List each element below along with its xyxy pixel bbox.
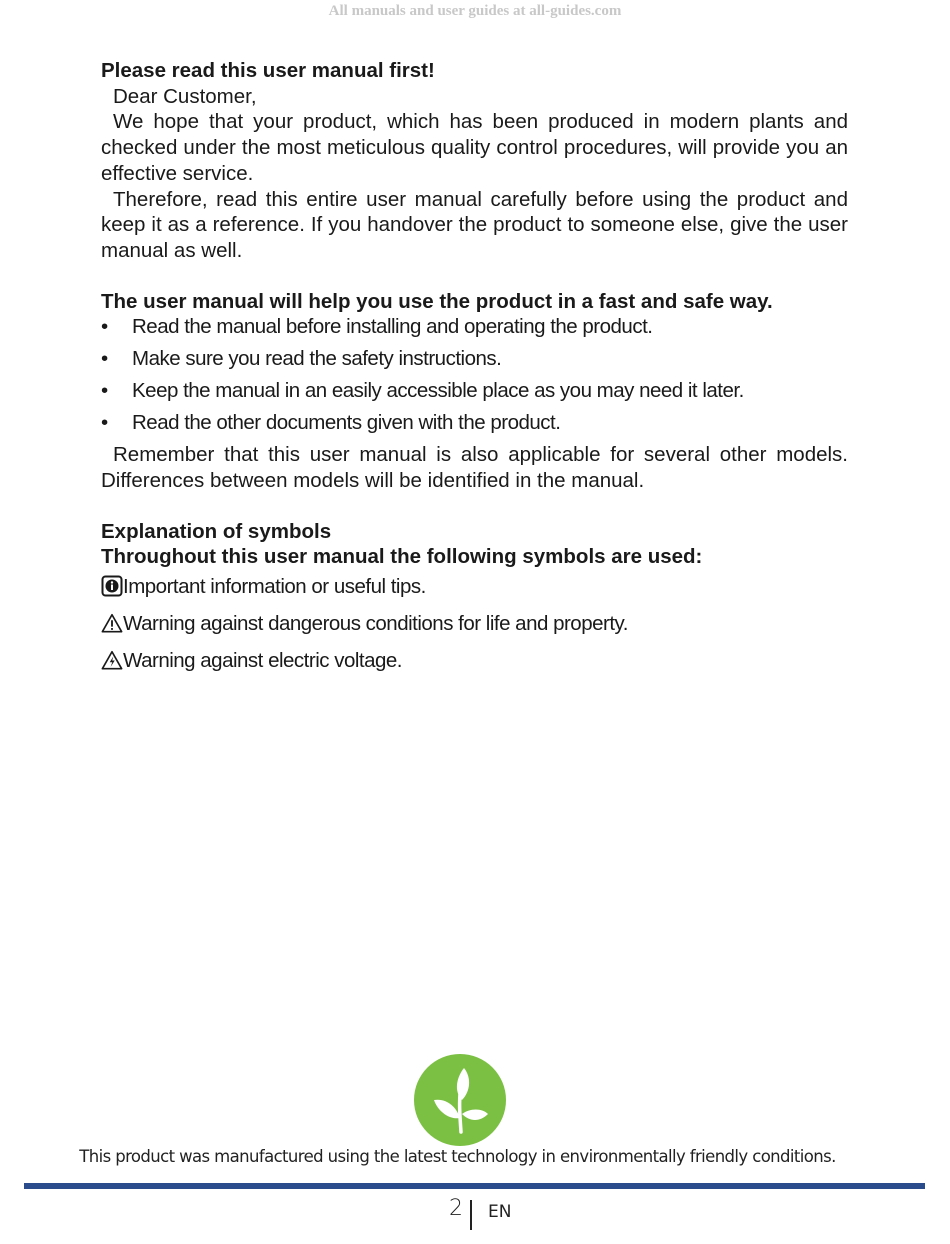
- watermark: All manuals and user guides at all-guides.com: [328, 3, 622, 19]
- symbol-row-electric: [101, 648, 848, 674]
- symbols-subheading: Throughout this user manual the following symbols are used:: [101, 545, 703, 569]
- bullet-icon: •: [101, 347, 108, 371]
- info-icon: [101, 575, 123, 597]
- help-bullet-list: [101, 314, 848, 436]
- help-heading: The user manual will help you use the product in a fast and safe way.: [101, 289, 773, 313]
- leaf-logo-icon: [414, 1054, 506, 1146]
- list-item: • Read the other documents given with the product.: [101, 411, 561, 435]
- page-separator: [470, 1200, 472, 1230]
- symbol-text-warning: Warning against dangerous conditions for life and property.: [123, 611, 628, 635]
- bullet-icon: •: [101, 411, 108, 435]
- symbol-text-electric: Warning against electric voltage.: [123, 648, 402, 672]
- remember-paragraph: Remember that this user manual is also applicable for several other models. Differences between models will be identified in the manual.: [101, 443, 848, 493]
- greeting: Dear Customer,: [113, 84, 257, 108]
- intro-heading: Please read this user manual first!: [101, 59, 435, 82]
- footer-rule: [24, 1183, 925, 1189]
- intro-paragraph-1: We hope that your product, which has been produced in modern plants and checked under the most meticulous quality control procedures, will provide you an effective service.: [101, 110, 848, 185]
- intro-paragraph-2: Therefore, read this entire user manual carefully before using the product and keep it as a reference. If you handover the product to someone else, give the user manual as well.: [101, 187, 848, 262]
- eco-statement: This product was manufactured using the latest technology in environmentally friendly conditions.: [79, 1147, 836, 1166]
- list-item: • Read the manual before installing and operating the product.: [101, 315, 653, 339]
- list-item: • Make sure you read the safety instructions.: [101, 347, 502, 371]
- manual-content: [101, 58, 848, 673]
- symbol-row-warning: [101, 611, 848, 637]
- list-item: • Keep the manual in an easily accessible place as you may need it later.: [101, 379, 744, 403]
- warning-icon: [101, 612, 123, 634]
- bullet-icon: •: [101, 315, 108, 339]
- symbol-row-info: [101, 574, 848, 600]
- electric-warning-icon: [101, 649, 123, 671]
- symbol-text-info: Important information or useful tips.: [123, 575, 426, 599]
- symbols-heading: Explanation of symbols: [101, 519, 332, 543]
- bullet-icon: •: [101, 379, 108, 403]
- language-code: EN: [488, 1202, 512, 1222]
- page-number: 2: [449, 1196, 463, 1221]
